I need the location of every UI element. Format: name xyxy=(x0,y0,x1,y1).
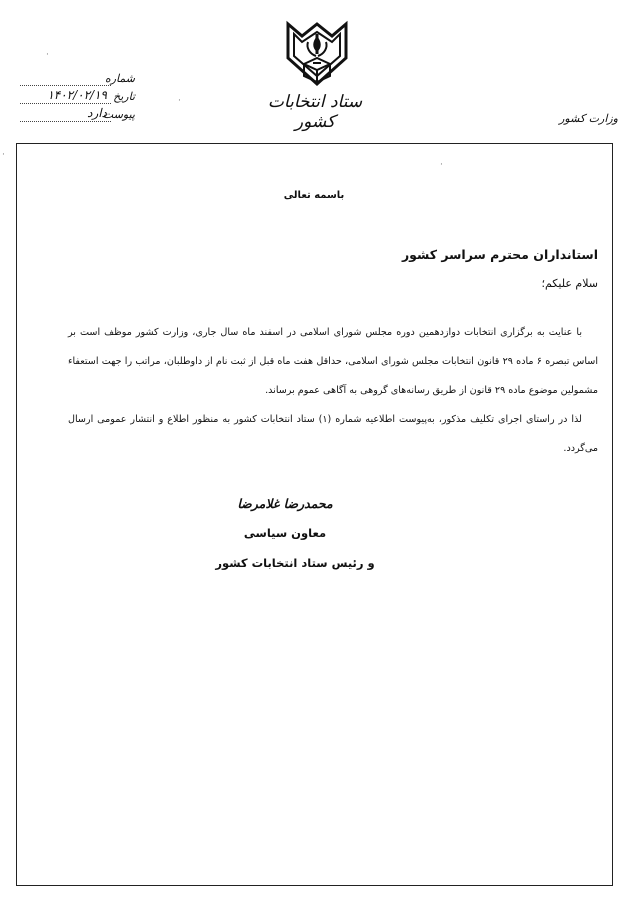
greeting: سلام علیکم؛ xyxy=(541,277,598,290)
scan-speck: · xyxy=(178,96,181,106)
attachment-row xyxy=(20,108,135,126)
letter-reference-block xyxy=(20,72,135,126)
date-dotted-line xyxy=(20,103,111,104)
signatory-name: محمدرضا غلامرضا xyxy=(237,496,333,511)
ballot-box-emblem-icon xyxy=(282,18,352,90)
signature-block xyxy=(210,496,375,586)
attachment-dotted-line xyxy=(20,121,111,122)
date-row xyxy=(20,90,135,108)
scan-speck: · xyxy=(2,150,5,160)
signatory-title: معاون سیاسی xyxy=(243,526,327,540)
date-value: ۱۴۰۲/۰۲/۱۹ xyxy=(47,88,107,102)
signatory-role: و رئیس ستاد انتخابات کشور xyxy=(215,556,375,570)
letter-heading: باسمه تعالی xyxy=(283,190,345,201)
scan-speck: · xyxy=(46,50,49,60)
letter-body xyxy=(68,318,598,463)
body-paragraph-2: لذا در راستای اجرای تکلیف مذکور، به‌پیوست اطلاعیه شماره (۱) ستاد انتخابات کشور به منظور اطلاع و انتشار عمومی ارسال می‌گردد. xyxy=(68,414,598,454)
scan-speck: · xyxy=(440,160,443,170)
ministry-label: وزارت کشور xyxy=(559,112,618,125)
body-paragraph-1: با عنایت به برگزاری انتخابات دوازدهمین دوره مجلس شورای اسلامی در اسفند ماه سال جاری، وزارت کشور موظف است بر اساس تبصره ۶ ماده ۲۹ قانون انتخابات مجلس شورای اسلامی، حداقل هفت ماه قبل از ثبت نام از داوطلبان، مراتب را جهت استعفاء مشمولین موضوع ماده ۲۹ قانون از طریق رسانه‌های گروهی به آگاهی عموم برساند. xyxy=(68,327,598,396)
attachment-label: پیوست xyxy=(102,108,135,121)
number-dotted-line xyxy=(20,85,111,86)
election-headquarters-title: ستاد انتخابات کشور xyxy=(267,92,363,132)
addressee: استانداران محترم سراسر کشور xyxy=(401,247,598,262)
date-label: تاریخ xyxy=(113,90,135,103)
number-label: شماره xyxy=(104,72,135,85)
attachment-value: دارد xyxy=(87,106,107,120)
election-headquarters-emblem xyxy=(282,18,352,90)
